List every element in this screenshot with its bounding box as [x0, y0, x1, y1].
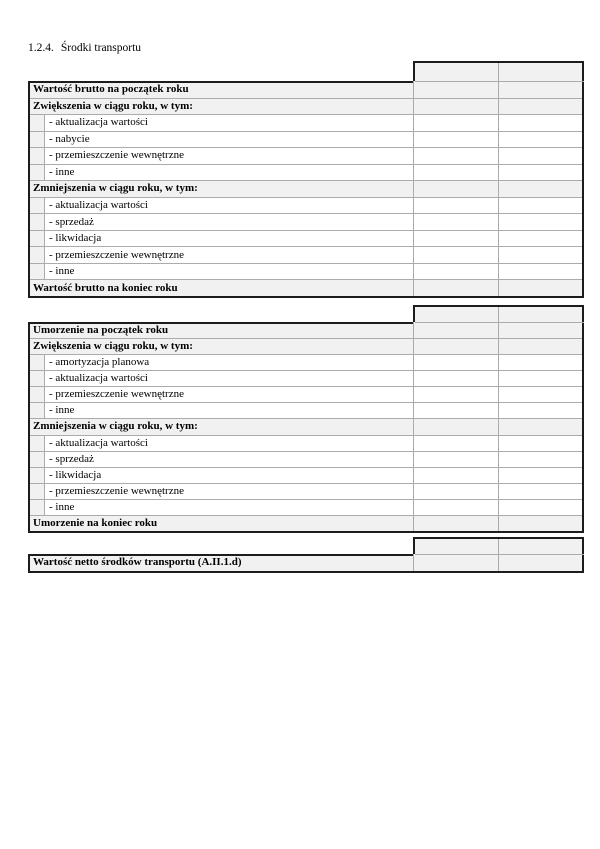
gross-value-table [28, 61, 584, 298]
row-label: - inne [49, 166, 75, 178]
net-value-table [28, 537, 584, 573]
indent-cell [30, 436, 45, 451]
table-row [30, 354, 582, 370]
value-cell [413, 115, 498, 131]
indent-cell [30, 264, 45, 280]
table-row [30, 402, 582, 418]
row-label: Wartość brutto na koniec roku [33, 282, 178, 294]
value-cell [413, 231, 498, 247]
row-label: Zmniejszenia w ciągu roku, w tym: [33, 183, 198, 195]
value-cell [413, 247, 498, 263]
value-cell [413, 403, 498, 418]
table-row [30, 81, 582, 98]
indent-cell [30, 115, 45, 131]
value-cell [413, 419, 498, 434]
table-row [30, 114, 582, 131]
table-row [30, 164, 582, 181]
value-cell [498, 371, 583, 386]
header-bottom-rule [415, 322, 584, 323]
table-row [30, 435, 582, 451]
indent-cell [30, 371, 45, 386]
row-label: - aktualizacja wartości [49, 373, 148, 385]
value-cell [413, 452, 498, 467]
header-bottom-rule [415, 81, 584, 82]
value-cell [413, 280, 498, 296]
value-cell [413, 484, 498, 499]
table-row [30, 338, 582, 354]
row-label: Zwiększenia w ciągu roku, w tym: [33, 100, 193, 112]
value-cell [498, 264, 583, 280]
value-cell [413, 99, 498, 115]
row-label: Zwiększenia w ciągu roku, w tym: [33, 341, 193, 353]
section-title: Środki transportu [60, 42, 142, 54]
value-cell [413, 165, 498, 181]
table-row [30, 499, 582, 515]
value-cell [413, 132, 498, 148]
table-row [30, 213, 582, 230]
table-header-cell [498, 539, 582, 554]
indent-cell [30, 468, 45, 483]
table-row [30, 483, 582, 499]
section-number: 1.2.4. [28, 42, 54, 54]
table-header-cell [415, 307, 498, 322]
value-cell [413, 264, 498, 280]
table-body [28, 554, 584, 573]
row-label: Wartość netto środków transportu (A.II.1.d) [33, 557, 242, 568]
indent-cell [30, 165, 45, 181]
value-cell [413, 355, 498, 370]
table-row [30, 370, 582, 386]
row-label: - amortyzacja planowa [49, 357, 150, 369]
indent-cell [30, 500, 45, 515]
table-body [28, 322, 584, 533]
value-cell [498, 247, 583, 263]
row-label: - przemieszczenie wewnętrzne [49, 249, 184, 261]
section-heading [28, 42, 141, 54]
table-row [30, 418, 582, 434]
row-label: - przemieszczenie wewnętrzne [49, 389, 184, 401]
table-row [30, 279, 582, 296]
indent-cell [30, 231, 45, 247]
row-label: Umorzenie na koniec roku [33, 517, 158, 529]
table-header-cell [415, 63, 498, 81]
table-top-border-segment [28, 81, 413, 83]
indent-cell [30, 387, 45, 402]
table-header-row [413, 61, 584, 81]
value-cell [498, 181, 583, 197]
value-cell [498, 99, 583, 115]
value-cell [498, 132, 583, 148]
indent-cell [30, 132, 45, 148]
value-cell [498, 231, 583, 247]
value-cell [498, 436, 583, 451]
amortization-table [28, 305, 584, 533]
row-label: - przemieszczenie wewnętrzne [49, 485, 184, 497]
row-label: Umorzenie na początek roku [33, 324, 169, 336]
value-cell [498, 452, 583, 467]
value-cell [413, 436, 498, 451]
table-header-cell [498, 307, 582, 322]
header-bottom-rule [415, 554, 584, 555]
row-label: - aktualizacja wartości [49, 200, 148, 212]
value-cell [413, 181, 498, 197]
table-row [30, 197, 582, 214]
value-cell [413, 81, 498, 98]
row-label: - aktualizacja wartości [49, 437, 148, 449]
value-cell [498, 280, 583, 296]
value-cell [498, 115, 583, 131]
table-row [30, 322, 582, 338]
table-row [30, 467, 582, 483]
table-row [30, 451, 582, 467]
table-row [30, 386, 582, 402]
table-row [30, 230, 582, 247]
table-row [30, 554, 582, 571]
value-cell [413, 322, 498, 338]
table-row [30, 246, 582, 263]
value-cell [498, 484, 583, 499]
row-label: - aktualizacja wartości [49, 117, 148, 129]
table-row [30, 147, 582, 164]
value-cell [498, 419, 583, 434]
table-row [30, 131, 582, 148]
value-cell [498, 554, 583, 571]
row-label: - inne [49, 266, 75, 278]
value-cell [498, 165, 583, 181]
value-cell [498, 339, 583, 354]
row-label: - sprzedaż [49, 216, 94, 228]
value-cell [498, 500, 583, 515]
table-header-row [413, 537, 584, 554]
row-label: - likwidacja [49, 233, 102, 245]
indent-cell [30, 484, 45, 499]
table-header-cell [498, 63, 582, 81]
value-cell [498, 468, 583, 483]
value-cell [413, 468, 498, 483]
value-cell [413, 500, 498, 515]
table-row [30, 515, 582, 531]
value-cell [413, 198, 498, 214]
value-cell [498, 516, 583, 531]
value-cell [413, 516, 498, 531]
row-label: - inne [49, 501, 75, 513]
table-top-border-segment [28, 554, 413, 556]
value-cell [498, 322, 583, 338]
value-cell [498, 198, 583, 214]
row-label: - nabycie [49, 133, 90, 145]
value-cell [413, 339, 498, 354]
indent-cell [30, 403, 45, 418]
row-label: - przemieszczenie wewnętrzne [49, 150, 184, 162]
indent-cell [30, 452, 45, 467]
value-cell [498, 81, 583, 98]
value-cell [498, 148, 583, 164]
value-cell [413, 214, 498, 230]
table-header-cell [415, 539, 498, 554]
row-label: - sprzedaż [49, 453, 94, 465]
indent-cell [30, 214, 45, 230]
row-label: - likwidacja [49, 469, 102, 481]
table-row [30, 98, 582, 115]
value-cell [498, 387, 583, 402]
indent-cell [30, 148, 45, 164]
value-cell [498, 403, 583, 418]
row-label: - inne [49, 405, 75, 417]
row-label: Wartość brutto na początek roku [33, 83, 189, 95]
row-label: Zmniejszenia w ciągu roku, w tym: [33, 421, 198, 433]
indent-cell [30, 247, 45, 263]
value-cell [413, 554, 498, 571]
indent-cell [30, 355, 45, 370]
value-cell [498, 355, 583, 370]
indent-cell [30, 198, 45, 214]
table-header-row [413, 305, 584, 322]
value-cell [413, 371, 498, 386]
value-cell [498, 214, 583, 230]
table-row [30, 263, 582, 280]
value-cell [413, 148, 498, 164]
table-row [30, 180, 582, 197]
value-cell [413, 387, 498, 402]
table-body [28, 81, 584, 298]
table-top-border-segment [28, 322, 413, 324]
